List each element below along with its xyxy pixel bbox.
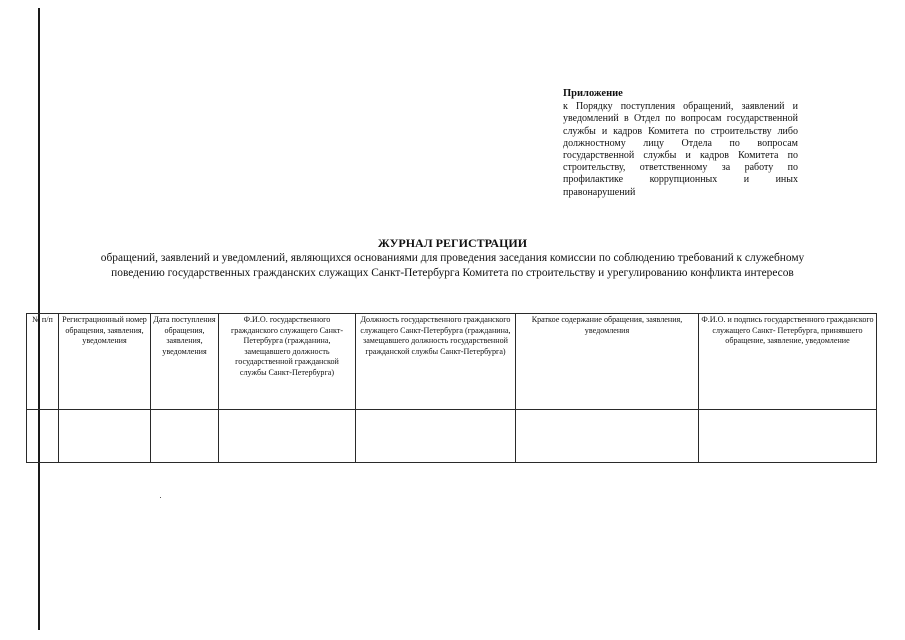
scan-speck <box>160 497 161 498</box>
table-header-row <box>27 314 877 410</box>
column-header-receiver: Ф.И.О. и подпись государственного гражданского служащего Санкт- Петербурга, принявшего обращение, заявление, уведомление <box>699 314 877 410</box>
column-header-number: № п/п <box>27 314 59 410</box>
column-header-position: Должность государственного гражданского служащего Санкт-Петербурга (гражданина, замещавшего должность государственной гражданской службы Санкт-Петербурга) <box>356 314 516 410</box>
table-cell <box>516 410 699 463</box>
table-cell <box>151 410 219 463</box>
appendix-block <box>563 88 798 199</box>
column-header-employee-name: Ф.И.О. государственного гражданского служащего Санкт-Петербурга (гражданина, замещавшего должность государственной гражданской службы Санкт-Петербурга) <box>219 314 356 410</box>
table-cell <box>356 410 516 463</box>
table-cell <box>27 410 59 463</box>
table-cell <box>699 410 877 463</box>
table-cell <box>59 410 151 463</box>
table-cell <box>219 410 356 463</box>
journal-title: ЖУРНАЛ РЕГИСТРАЦИИ <box>377 236 528 250</box>
journal-subtitle: обращений, заявлений и уведомлений, являющихся основаниями для проведения заседания комиссии по соблюдению требований к служебному поведению государственных гражданских служащих Санкт-Петербурга Комитета по строительству и урегулированию конфликта интересов <box>100 252 805 279</box>
registration-table <box>26 313 877 463</box>
column-header-date: Дата поступления обращения, заявления, уведомления <box>151 314 219 410</box>
appendix-text: к Порядку поступления обращений, заявлений и уведомлений в Отдел по вопросам государственной службы и кадров Комитета по строительству либо должностному лицу Отдела по вопросам государственной службы и кадров Комитета по строительству, ответственному за работу по профилактике коррупционных и иных правонарушений <box>563 101 798 198</box>
column-header-summary: Краткое содержание обращения, заявления, уведомления <box>516 314 699 410</box>
table-row <box>27 410 877 463</box>
appendix-title: Приложение <box>563 88 623 99</box>
column-header-reg-number: Регистрационный номер обращения, заявления, уведомления <box>59 314 151 410</box>
